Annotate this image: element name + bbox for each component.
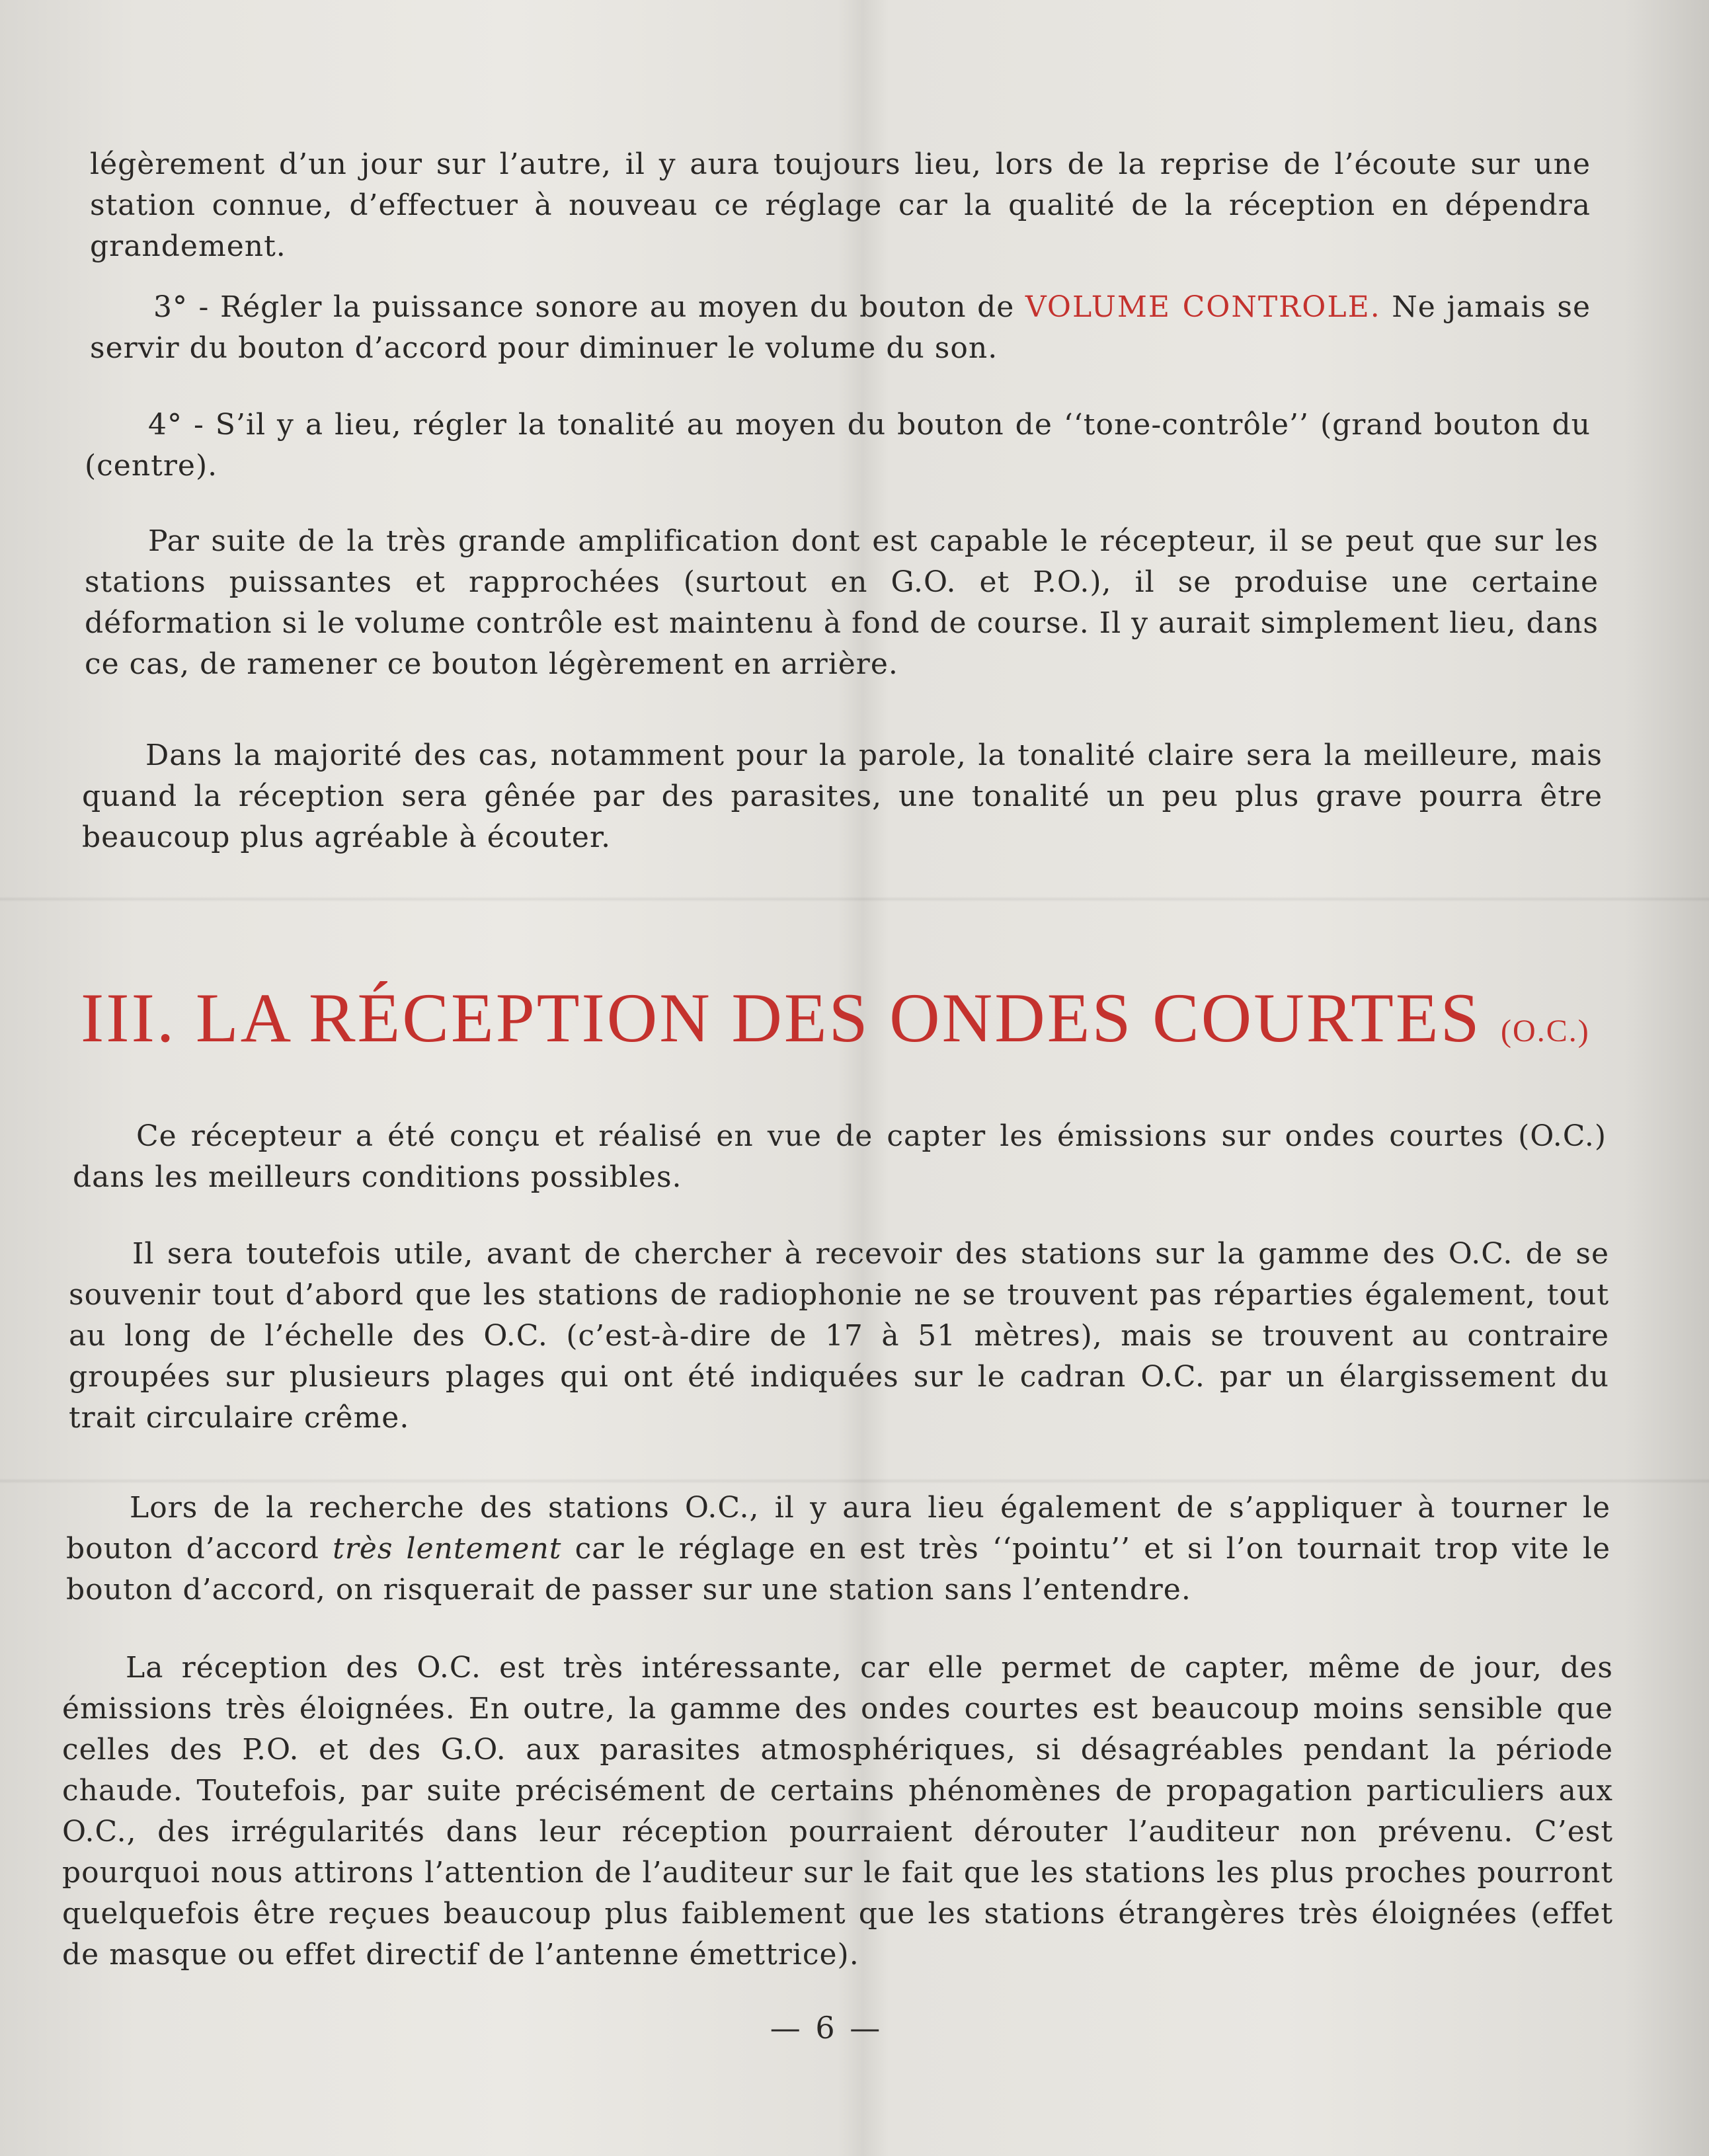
paragraph-shortwave-design <box>73 1116 1607 1198</box>
paragraph-text: La réception des O.C. est très intéressante, car elle permet de capter, même de jour, des émissions très éloignées. En outre, la gamme des ondes courtes est beaucoup moins sensible que celles des P.O. et des G.O. aux parasites atmosphériques, si désagréables pendant la période chaude. Toutefois, par suite précisément de certains phénomènes de propagation particuliers aux O.C., des irrégularités dans leur réception pourraient dérouter l’auditeur non prévenu. C’est pourquoi nous attirons l’attention de l’auditeur sur le fait que les stations les plus proches pourront quelquefois être reçues beaucoup plus faiblement que les stations étrangères très éloignées (effet de masque ou effet directif de l’antenne émettrice). <box>62 1651 1613 1972</box>
section-heading <box>81 978 1621 1071</box>
paragraph-text: 4° - S’il y a lieu, régler la tonalité au moyen du bouton de ‘‘tone-contrôle’’ (grand bouton du (centre). <box>85 408 1591 483</box>
paragraph-text: 3° - Régler la puissance sonore au moyen du bouton de <box>153 290 1025 324</box>
paragraph-tuning-slowly <box>66 1488 1610 1611</box>
paragraph-text: légèrement d’un jour sur l’autre, il y aura toujours lieu, lors de la reprise de l’écoute sur une station connue, d’effectuer à nouveau ce réglage car la qualité de la réception en dépendra grandement. <box>90 147 1591 263</box>
paragraph-fine-tuning <box>90 144 1591 267</box>
paragraph-text: Par suite de la très grande amplification dont est capable le récepteur, il se peut que sur les stations puissantes et rapprochées (surtout en G.O. et P.O.), il se produise une certaine déformation si le volume contrôle est maintenu à fond de course. Il y aurait simplement lieu, dans ce cas, de ramener ce bouton légèrement en arrière. <box>85 524 1599 681</box>
paragraph-amplification <box>85 521 1599 685</box>
paragraph-tonality <box>82 735 1603 858</box>
section-heading-title: III. LA RÉCEPTION DES ONDES COURTES <box>81 979 1482 1057</box>
paragraph-text: Il sera toutefois utile, avant de chercher à recevoir des stations sur la gamme des O.C. de se souvenir tout d’abord que les stations de radiophonie ne se trouvent pas réparties également, tout au long de l’échelle des O.C. (c’est-à-dire de 17 à 51 mètres), mais se trouvent au contraire groupées sur plusieurs plages qui ont été indiquées sur le cadran O.C. par un élargissement du trait circulaire crême. <box>69 1237 1609 1435</box>
paragraph-text: Ne jamais se servir du bouton d’accord pour diminuer le volume du son. <box>90 290 1591 365</box>
page-number: — 6 — <box>770 2010 883 2046</box>
paragraph-text: car le réglage en est très ‘‘pointu’’ et si l’on tournait trop vite le bouton d’accord, on risquerait de passer sur une station sans l’entendre. <box>66 1532 1610 1607</box>
volume-control-label: VOLUME CONTROLE. <box>1025 290 1381 324</box>
section-heading-suffix: (O.C.) <box>1501 1014 1590 1049</box>
paragraph-tone <box>85 405 1591 487</box>
italic-emphasis: très lentement <box>333 1532 562 1566</box>
paragraph-text: Dans la majorité des cas, notamment pour la parole, la tonalité claire sera la meilleure, mais quand la réception sera gênée par des parasites, une tonalité un peu plus grave pourra être beaucoup plus agréable à écouter. <box>82 739 1603 854</box>
paragraph-text: Lors de la recherche des stations O.C., il y aura lieu également de s’appliquer à tourner le bouton d’accord <box>66 1491 1610 1566</box>
paragraph-shortwave-bands <box>69 1234 1609 1439</box>
paragraph-shortwave-reception <box>62 1648 1613 1976</box>
paragraph-text: Ce récepteur a été conçu et réalisé en vue de capter les émissions sur ondes courtes (O.C.) dans les meilleurs conditions possibles. <box>73 1119 1607 1194</box>
paragraph-volume <box>90 287 1591 369</box>
